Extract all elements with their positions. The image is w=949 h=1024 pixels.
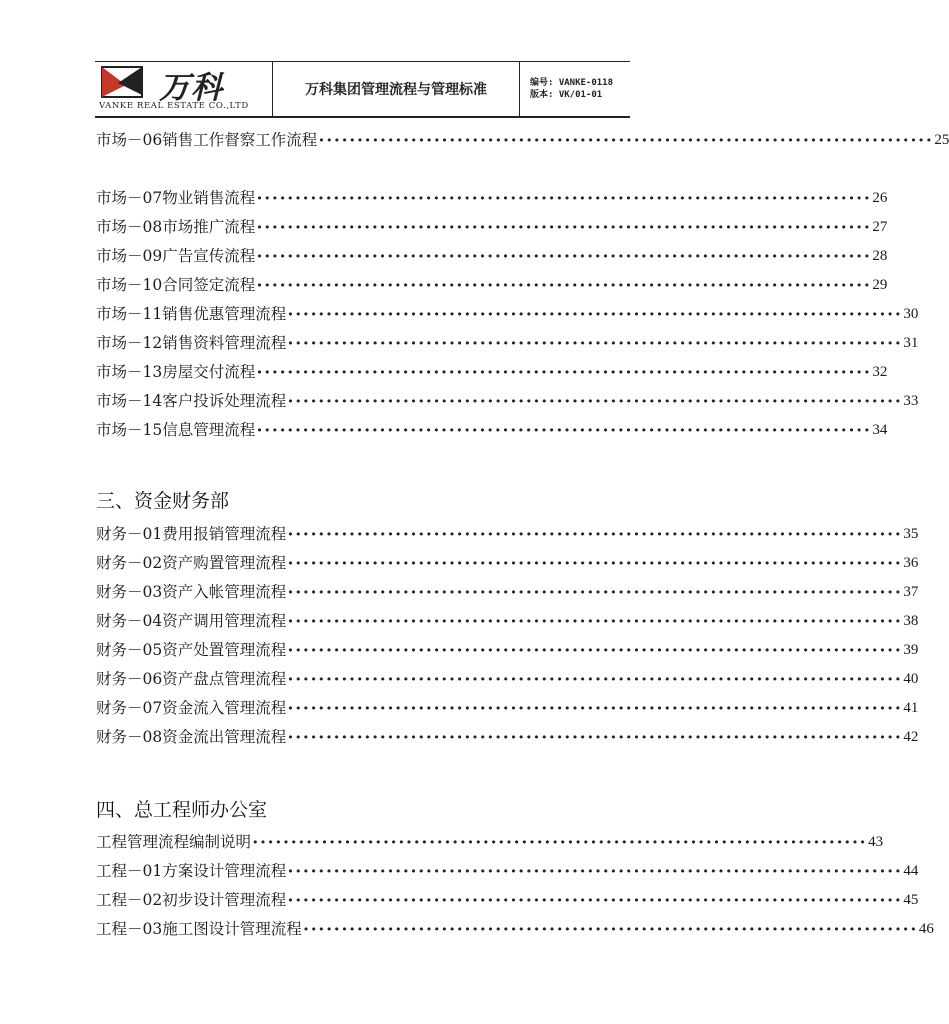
toc-entry-code: 市场－12	[96, 334, 163, 352]
toc-leader-dots: ••••••••••••••••••••••••••••••••••••••••••••••••••••••••••••••••••••••••••••••••	[287, 308, 903, 321]
toc-leader-dots: ••••••••••••••••••••••••••••••••••••••••••••••••••••••••••••••••••••••••••••••••	[256, 192, 872, 205]
toc-entry-code: 市场－10	[96, 276, 163, 294]
toc-entry-page: 44	[903, 863, 919, 879]
toc-entry-title: 费用报销管理流程	[162, 525, 287, 543]
toc-entry-code: 工程－01	[96, 862, 163, 880]
toc-entry-page: 40	[903, 671, 919, 687]
toc-entry-code: 财务－08	[96, 728, 163, 746]
toc-entry[interactable]	[96, 331, 919, 353]
toc-entry[interactable]	[96, 888, 919, 910]
toc-leader-dots: ••••••••••••••••••••••••••••••••••••••••••••••••••••••••••••••••••••••••••••••••	[287, 528, 903, 541]
toc-entry-page: 30	[903, 306, 919, 322]
document-code-block	[520, 62, 630, 116]
toc-entry-title: 房屋交付流程	[162, 363, 256, 381]
toc-entry-title: 销售资料管理流程	[162, 334, 287, 352]
toc-entry-title: 销售工作督察工作流程	[162, 131, 318, 149]
toc-entry[interactable]	[96, 302, 919, 324]
toc-entry-title: 资产入帐管理流程	[162, 583, 287, 601]
toc-entry-page: 26	[872, 190, 888, 206]
section-heading-finance: 三、资金财务部	[96, 490, 230, 512]
toc-entry-code: 财务－02	[96, 554, 163, 572]
vanke-logo-icon	[100, 65, 150, 99]
section-heading-engineering: 四、总工程师办公室	[96, 799, 268, 821]
toc-leader-dots: ••••••••••••••••••••••••••••••••••••••••••••••••••••••••••••••••••••••••••••••••	[287, 644, 903, 657]
toc-leader-dots: ••••••••••••••••••••••••••••••••••••••••••••••••••••••••••••••••••••••••••••••••	[287, 615, 903, 628]
document-number: 编号: VANKE-0118	[530, 78, 614, 88]
toc-entry[interactable]	[96, 830, 884, 852]
toc-entry-page: 34	[872, 422, 888, 438]
toc-entry-page: 33	[903, 393, 919, 409]
toc-leader-dots: ••••••••••••••••••••••••••••••••••••••••••••••••••••••••••••••••••••••••••••••••	[287, 586, 903, 599]
toc-entry[interactable]	[96, 580, 919, 602]
toc-entry-page: 42	[903, 729, 919, 745]
toc-entry[interactable]	[96, 667, 919, 689]
toc-entry[interactable]	[96, 638, 919, 660]
toc-entry[interactable]	[96, 522, 919, 544]
toc-leader-dots: ••••••••••••••••••••••••••••••••••••••••••••••••••••••••••••••••••••••••••••••••	[287, 731, 903, 744]
toc-entry[interactable]	[96, 389, 919, 411]
toc-leader-dots: ••••••••••••••••••••••••••••••••••••••••••••••••••••••••••••••••••••••••••••••••	[256, 424, 872, 437]
toc-entry-title: 市场推广流程	[162, 218, 256, 236]
toc-entry-title: 合同签定流程	[162, 276, 256, 294]
toc-entry[interactable]	[96, 725, 919, 747]
toc-entry[interactable]	[96, 360, 888, 382]
toc-leader-dots: ••••••••••••••••••••••••••••••••••••••••••••••••••••••••••••••••••••••••••••••••	[287, 702, 903, 715]
toc-entry[interactable]	[96, 917, 934, 939]
toc-entry-code: 财务－03	[96, 583, 163, 601]
toc-entry-code: 市场－06	[96, 131, 163, 149]
toc-entry-title: 初步设计管理流程	[162, 891, 287, 909]
toc-entry-title: 客户投诉处理流程	[162, 392, 287, 410]
toc-leader-dots: ••••••••••••••••••••••••••••••••••••••••••••••••••••••••••••••••••••••••••••••••	[287, 865, 903, 878]
toc-entry-code: 工程－03	[96, 920, 163, 938]
toc-entry[interactable]	[96, 215, 888, 237]
toc-entry-title: 施工图设计管理流程	[162, 920, 302, 938]
toc-entry-code: 财务－05	[96, 641, 163, 659]
toc-entry-code: 财务－07	[96, 699, 163, 717]
toc-leader-dots: ••••••••••••••••••••••••••••••••••••••••••••••••••••••••••••••••••••••••••••••••	[287, 894, 903, 907]
toc-entry-page: 28	[872, 248, 888, 264]
toc-leader-dots: ••••••••••••••••••••••••••••••••••••••••••••••••••••••••••••••••••••••••••••••••	[252, 836, 868, 849]
toc-entry-code: 市场－07	[96, 189, 163, 207]
toc-entry[interactable]	[96, 128, 949, 150]
toc-entry[interactable]	[96, 418, 888, 440]
toc-entry-title: 信息管理流程	[162, 421, 256, 439]
toc-entry-title: 资金流出管理流程	[162, 728, 287, 746]
toc-entry-page: 31	[903, 335, 919, 351]
toc-leader-dots: ••••••••••••••••••••••••••••••••••••••••••••••••••••••••••••••••••••••••••••••••	[302, 923, 918, 936]
toc-entry-page: 36	[903, 555, 919, 571]
toc-entry-page: 37	[903, 584, 919, 600]
toc-entry[interactable]	[96, 244, 888, 266]
toc-leader-dots: ••••••••••••••••••••••••••••••••••••••••••••••••••••••••••••••••••••••••••••••••	[287, 673, 903, 686]
toc-entry-title: 广告宣传流程	[162, 247, 256, 265]
toc-entry-code: 市场－11	[96, 305, 163, 323]
logo-subtitle: VANKE REAL ESTATE CO.,LTD	[99, 101, 249, 111]
document-header	[95, 61, 630, 118]
toc-entry-code: 市场－15	[96, 421, 163, 439]
document-title: 万科集团管理流程与管理标准	[273, 62, 520, 116]
toc-entry-page: 46	[918, 921, 934, 937]
toc-entry[interactable]	[96, 186, 888, 208]
toc-entry-title: 销售优惠管理流程	[162, 305, 287, 323]
toc-entry[interactable]	[96, 551, 919, 573]
toc-entry-page: 29	[872, 277, 888, 293]
toc-entry-title: 物业销售流程	[162, 189, 256, 207]
logo-wordmark: 万科	[159, 70, 223, 106]
toc-entry-code: 市场－09	[96, 247, 163, 265]
toc-entry-page: 39	[903, 642, 919, 658]
toc-entry[interactable]	[96, 273, 888, 295]
toc-entry-page: 32	[872, 364, 888, 380]
toc-entry-page: 38	[903, 613, 919, 629]
toc-entry-title: 资产调用管理流程	[162, 612, 287, 630]
toc-leader-dots: ••••••••••••••••••••••••••••••••••••••••••••••••••••••••••••••••••••••••••••••••	[287, 395, 903, 408]
toc-entry-code: 财务－04	[96, 612, 163, 630]
toc-entry-title: 资金流入管理流程	[162, 699, 287, 717]
document-version: 版本: VK/01-01	[530, 90, 603, 100]
toc-entry-page: 41	[903, 700, 919, 716]
toc-entry-code: 市场－13	[96, 363, 163, 381]
toc-entry[interactable]	[96, 609, 919, 631]
toc-entry-title: 工程管理流程编制说明	[96, 833, 252, 851]
toc-entry-page: 43	[868, 834, 884, 850]
toc-entry-title: 方案设计管理流程	[162, 862, 287, 880]
toc-entry-title: 资产处置管理流程	[162, 641, 287, 659]
toc-entry-title: 资产盘点管理流程	[162, 670, 287, 688]
toc-leader-dots: ••••••••••••••••••••••••••••••••••••••••••••••••••••••••••••••••••••••••••••••••	[287, 337, 903, 350]
toc-entry-code: 市场－08	[96, 218, 163, 236]
toc-entry-page: 25	[934, 132, 949, 148]
toc-entry-code: 市场－14	[96, 392, 163, 410]
toc-leader-dots: ••••••••••••••••••••••••••••••••••••••••••••••••••••••••••••••••••••••••••••••••	[256, 279, 872, 292]
toc-entry-code: 财务－06	[96, 670, 163, 688]
toc-leader-dots: ••••••••••••••••••••••••••••••••••••••••••••••••••••••••••••••••••••••••••••••••	[256, 221, 872, 234]
toc-entry-code: 工程－02	[96, 891, 163, 909]
toc-entry-page: 35	[903, 526, 919, 542]
toc-entry-code: 财务－01	[96, 525, 163, 543]
toc-entry[interactable]	[96, 696, 919, 718]
toc-entry-page: 27	[872, 219, 888, 235]
toc-entry-page: 45	[903, 892, 919, 908]
toc-entry[interactable]	[96, 859, 919, 881]
toc-leader-dots: ••••••••••••••••••••••••••••••••••••••••••••••••••••••••••••••••••••••••••••••••	[256, 366, 872, 379]
toc-leader-dots: ••••••••••••••••••••••••••••••••••••••••••••••••••••••••••••••••••••••••••••••••	[287, 557, 903, 570]
toc-leader-dots: ••••••••••••••••••••••••••••••••••••••••••••••••••••••••••••••••••••••••••••••••	[318, 134, 934, 147]
company-logo	[95, 62, 273, 116]
toc-leader-dots: ••••••••••••••••••••••••••••••••••••••••••••••••••••••••••••••••••••••••••••••••	[256, 250, 872, 263]
toc-entry-title: 资产购置管理流程	[162, 554, 287, 572]
